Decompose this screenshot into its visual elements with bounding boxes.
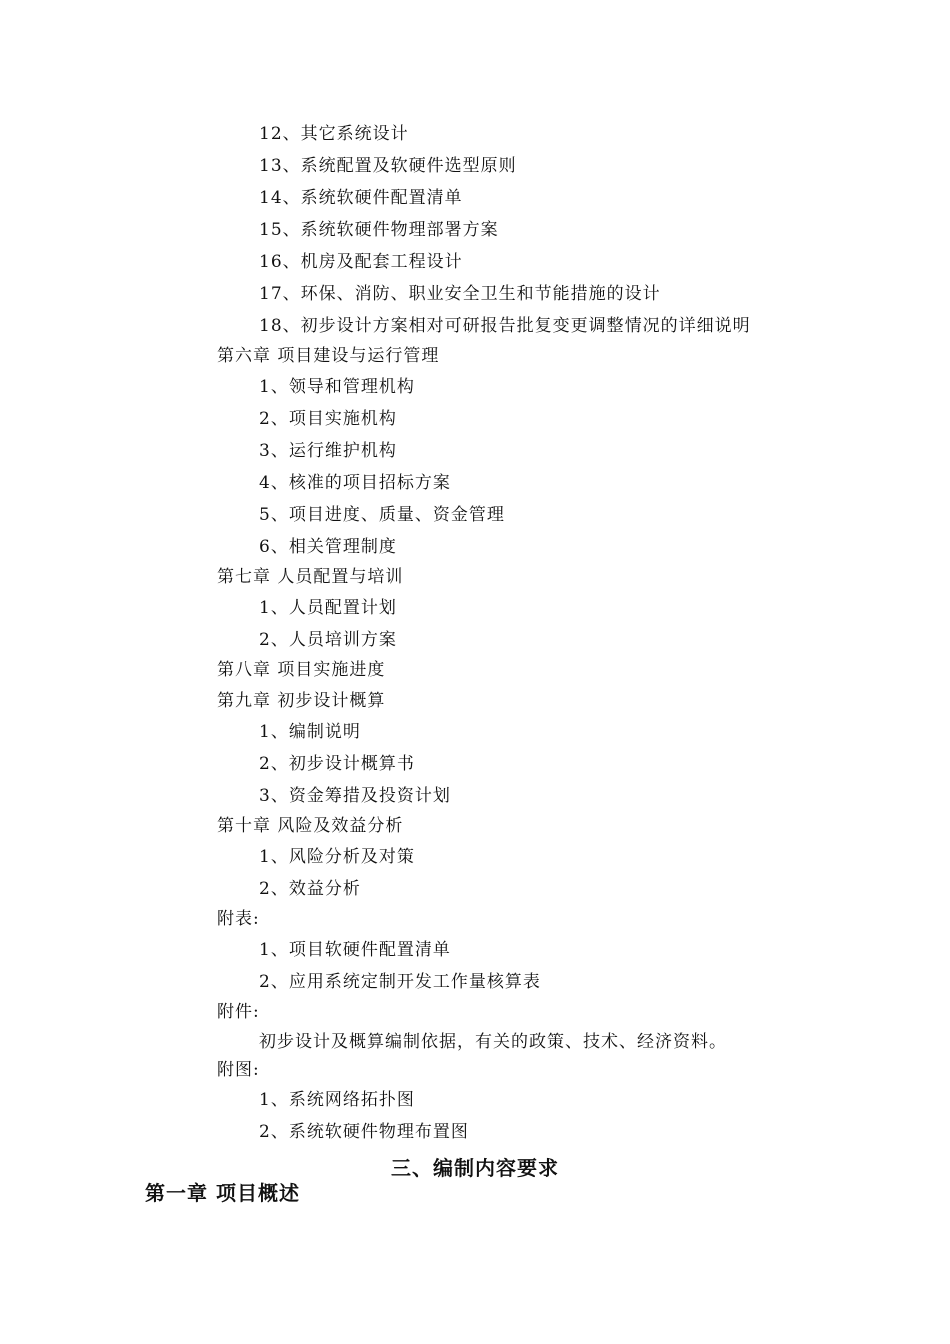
toc-item: 3、运行维护机构 [259, 441, 397, 461]
toc-item: 18、初步设计方案相对可研报告批复变更调整情况的详细说明 [259, 316, 751, 336]
toc-chapter: 第八章 项目实施进度 [217, 660, 386, 680]
toc-item: 1、领导和管理机构 [259, 377, 415, 397]
toc-item: 1、人员配置计划 [259, 598, 397, 618]
toc-item: 6、相关管理制度 [259, 537, 397, 557]
toc-item: 13、系统配置及软硬件选型原则 [259, 156, 517, 176]
toc-chapter: 第七章 人员配置与培训 [217, 567, 404, 587]
toc-item: 17、环保、消防、职业安全卫生和节能措施的设计 [259, 284, 661, 304]
toc-chapter: 第十章 风险及效益分析 [217, 816, 404, 836]
toc-item: 2、系统软硬件物理布置图 [259, 1122, 469, 1142]
toc-item: 1、系统网络拓扑图 [259, 1090, 415, 1110]
toc-item: 2、初步设计概算书 [259, 754, 415, 774]
toc-item: 1、编制说明 [259, 722, 361, 742]
toc-item: 2、项目实施机构 [259, 409, 397, 429]
toc-chapter: 第九章 初步设计概算 [217, 691, 386, 711]
section-title: 三、编制内容要求 [391, 1156, 559, 1180]
toc-item: 12、其它系统设计 [259, 124, 409, 144]
toc-appendix-heading: 附件: [217, 1002, 260, 1022]
toc-item: 3、资金筹措及投资计划 [259, 786, 451, 806]
toc-item: 初步设计及概算编制依据，有关的政策、技术、经济资料。 [259, 1032, 727, 1052]
toc-chapter: 第六章 项目建设与运行管理 [217, 346, 440, 366]
toc-appendix-heading: 附图: [217, 1060, 260, 1080]
toc-item: 4、核准的项目招标方案 [259, 473, 451, 493]
toc-item: 2、人员培训方案 [259, 630, 397, 650]
toc-item: 1、项目软硬件配置清单 [259, 940, 451, 960]
toc-item: 5、项目进度、质量、资金管理 [259, 505, 505, 525]
toc-item: 16、机房及配套工程设计 [259, 252, 463, 272]
toc-item: 2、效益分析 [259, 879, 361, 899]
chapter-title: 第一章 项目概述 [145, 1181, 300, 1205]
toc-item: 2、应用系统定制开发工作量核算表 [259, 972, 541, 992]
toc-appendix-heading: 附表: [217, 909, 260, 929]
toc-item: 14、系统软硬件配置清单 [259, 188, 463, 208]
toc-item: 1、风险分析及对策 [259, 847, 415, 867]
toc-item: 15、系统软硬件物理部署方案 [259, 220, 499, 240]
